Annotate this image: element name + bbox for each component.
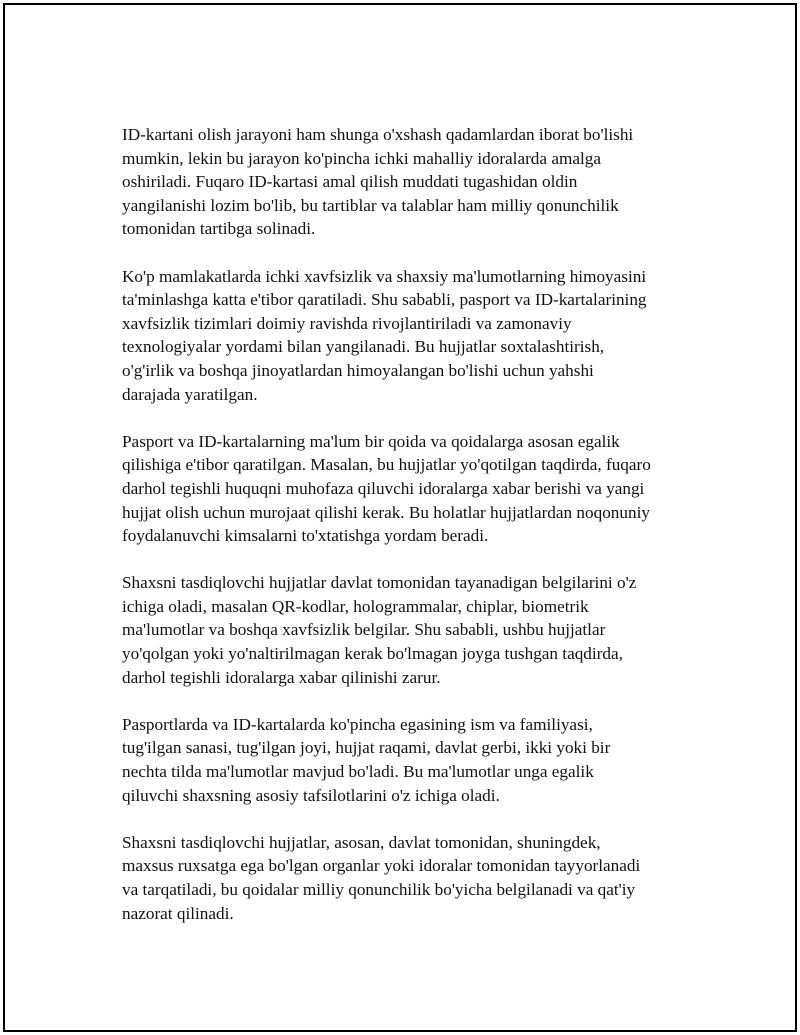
text-line: darajada yaratilgan. [122,384,258,404]
document-page [3,3,797,1032]
text-line: Shaxsni tasdiqlovchi hujjatlar davlat tomonidan tayanadigan belgilarini o'z [122,573,637,593]
document-body [122,123,692,949]
text-line: tug'ilgan sanasi, tug'ilgan joyi, hujjat raqami, davlat gerbi, ikki yoki bir [122,738,611,758]
text-line: tomonidan tartibga solinadi. [122,219,316,239]
paragraph-2 [122,265,692,407]
text-line: qiluvchi shaxsning asosiy tafsilotlarini o'z ichiga oladi. [122,785,500,805]
text-line: qilishiga e'tibor qaratilgan. Masalan, bu hujjatlar yo'qotilgan taqdirda, fuqaro [122,455,651,475]
paragraph-1 [122,123,692,241]
paragraph-5 [122,713,692,807]
text-line: o'g'irlik va boshqa jinoyatlardan himoyalangan bo'lishi uchun yahshi [122,360,594,380]
text-line: nechta tilda ma'lumotlar mavjud bo'ladi. Bu ma'lumotlar unga egalik [122,762,594,782]
text-line: darhol tegishli idoralarga xabar qilinishi zarur. [122,667,441,687]
text-line: hujjat olish uchun murojaat qilishi kerak. Bu holatlar hujjatlardan noqonuniy [122,502,650,522]
text-line: ID-kartani olish jarayoni ham shunga o'xshash qadamlardan iborat bo'lishi [122,125,634,144]
text-line: oshiriladi. Fuqaro ID-kartasi amal qilish muddati tugashidan oldin [122,172,578,192]
text-line: ma'lumotlar va boshqa xavfsizlik belgilar. Shu sababli, ushbu hujjatlar [122,620,606,640]
text-line: va tarqatiladi, bu qoidalar milliy qonunchilik bo'yicha belgilanadi va qat'iy [122,880,636,899]
text-line: ichiga oladi, masalan QR-kodlar, hologrammalar, chiplar, biometrik [122,596,589,616]
text-line: Pasportlarda va ID-kartalarda ko'pincha egasining ism va familiyasi, [122,714,593,734]
paragraph-4 [122,571,692,689]
text-line: yo'qolgan yoki yo'naltirilmagan kerak bo'lmagan joyga tushgan taqdirda, [122,644,623,664]
text-line: nazorat qilinadi. [122,903,234,923]
text-line: Pasport va ID-kartalarning ma'lum bir qoida va qoidalarga asosan egalik [122,431,620,451]
text-line: Ko'p mamlakatlarda ichki xavfsizlik va shaxsiy ma'lumotlarning himoyasini [122,266,647,286]
paragraph-3 [122,430,692,548]
text-line: xavfsizlik tizimlari doimiy ravishda rivojlantiriladi va zamonaviy [122,313,572,333]
text-line: mumkin, lekin bu jarayon ko'pincha ichki mahalliy idoralarda amalga [122,148,601,168]
text-line: darhol tegishli huquqni muhofaza qiluvchi idoralarga xabar berishi va yangi [122,478,645,498]
text-line: maxsus ruxsatga ega bo'lgan organlar yoki idoralar tomonidan tayyorlanadi [122,856,641,876]
text-line: foydalanuvchi kimsalarni to'xtatishga yordam beradi. [122,526,489,546]
text-line: ta'minlashga katta e'tibor qaratiladi. Shu sababli, pasport va ID-kartalarining [122,290,647,310]
text-line: Shaxsni tasdiqlovchi hujjatlar, asosan, davlat tomonidan, shuningdek, [122,832,601,852]
paragraph-6 [122,831,692,925]
text-line: texnologiyalar yordami bilan yangilanadi. Bu hujjatlar soxtalashtirish, [122,337,605,357]
text-line: yangilanishi lozim bo'lib, bu tartiblar va talablar ham milliy qonunchilik [122,195,619,215]
